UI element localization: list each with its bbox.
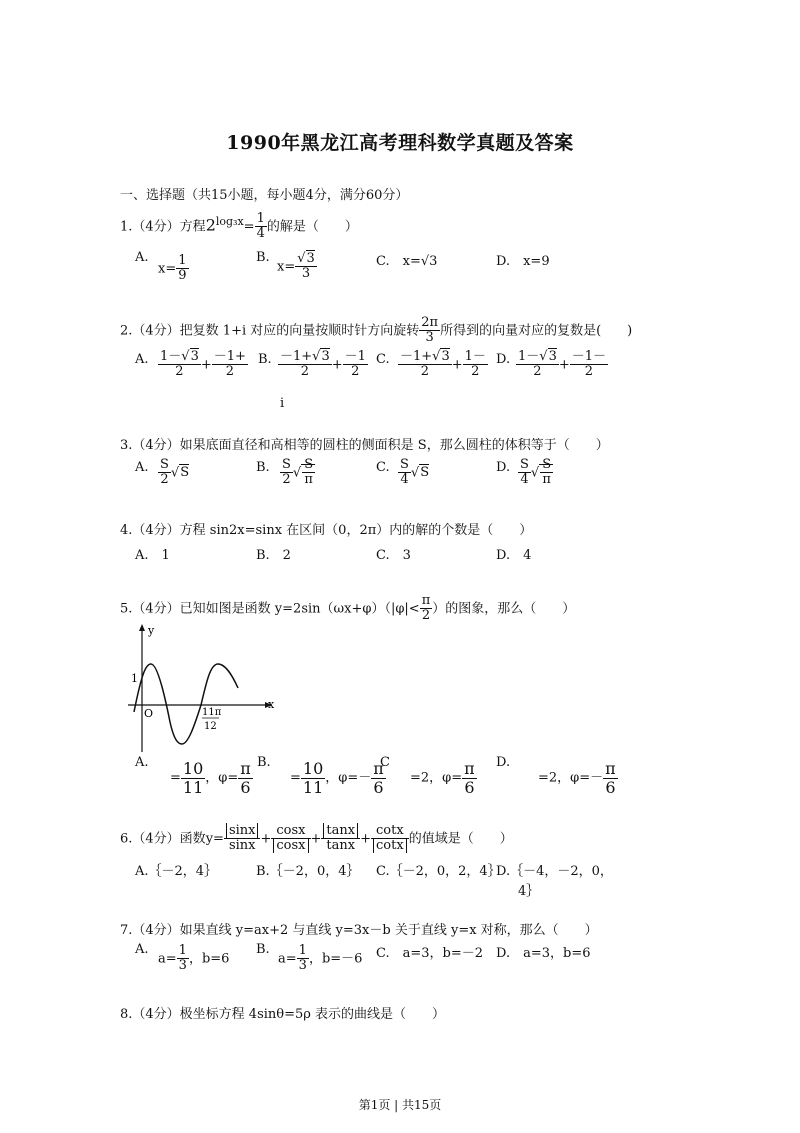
q1-option-b-value: x= $\frac{√3}{3}$: [277, 251, 315, 282]
x-tick-numerator: 11π: [202, 707, 222, 718]
q4-option-b[interactable]: B. 2: [256, 548, 291, 563]
q2-option-b[interactable]: B.: [258, 352, 272, 367]
question-3: 3.（4分）如果底面直径和高相等的圆柱的侧面积是 S，那么圆柱的体积等于（ ）: [120, 438, 609, 453]
q1-option-b[interactable]: B.: [256, 250, 270, 265]
q3-option-a-value: $\frac{S}{2}$ √S: [160, 457, 190, 488]
sine-curve: [134, 664, 238, 744]
q2-option-b-value: $\frac{-1+√3}{2}$ + $\frac{-1}{2}$: [280, 349, 366, 380]
q2-option-c-value: $\frac{-1+√3}{2}$ + $\frac{1-}{2}$: [400, 349, 486, 380]
question-5: 5.（4分）已知如图是函数 y=2sin（ωx+φ）（|φ|< $\frac{\pi}{2}$ ）的图象，那么（ ）: [120, 593, 576, 624]
q3-option-c[interactable]: C.: [376, 460, 390, 475]
q6-option-d-cont: 4｝: [518, 884, 540, 899]
q5-option-b[interactable]: B.: [257, 755, 271, 770]
q5-option-a-value: = $\frac{10}{11}$ ，φ= $\frac{\pi}{6}$: [170, 759, 251, 797]
q1-option-a[interactable]: A.: [135, 250, 149, 265]
q7-option-b-value: a= $\frac{1}{3}$ ，b=－6: [278, 943, 363, 974]
y-axis-arrow: [139, 624, 145, 631]
q1-option-c[interactable]: C. x=√3: [376, 254, 438, 269]
section-heading: 一、选择题（共15小题，每小题4分，满分60分）: [120, 188, 409, 203]
q7-option-b[interactable]: B.: [256, 942, 270, 957]
y-axis-label: y: [148, 624, 155, 637]
q2-option-d-value: $\frac{1-√3}{2}$ + $\frac{-1-}{2}$: [518, 349, 607, 380]
q5-option-b-value: = $\frac{10}{11}$ ，φ=－ $\frac{\pi}{6}$: [290, 759, 384, 797]
q5-option-a[interactable]: A.: [135, 755, 149, 770]
q5-option-c-value: =2，φ= $\frac{\pi}{6}$: [410, 759, 475, 797]
q6-option-d[interactable]: D.｛－4，－2，0，: [496, 864, 613, 879]
q6-option-b[interactable]: B.｛－2，0，4｝: [256, 864, 360, 879]
q4-option-d[interactable]: D. 4: [496, 548, 532, 563]
q1-option-a-value: x= $\frac{1}{9}$: [158, 253, 187, 284]
q5-option-d[interactable]: D.: [496, 755, 511, 770]
q4-option-c[interactable]: C. 3: [376, 548, 411, 563]
q3-option-a[interactable]: A.: [135, 460, 149, 475]
x-tick-denominator: 12: [204, 721, 217, 732]
q3-option-b-value: $\frac{S}{2}$ √ $\frac{S}{\pi}$: [282, 457, 314, 488]
q3-option-c-value: $\frac{S}{4}$ √S: [400, 457, 430, 488]
q2-option-d[interactable]: D.: [496, 352, 511, 367]
page-footer: 第1页 | 共15页: [358, 1098, 442, 1112]
q5-option-c[interactable]: C: [380, 755, 390, 770]
page-title: 1990年黑龙江高考理科数学真题及答案: [226, 132, 574, 154]
question-4: 4.（4分）方程 sin2x=sinx 在区间（0，2π）内的解的个数是（ ）: [120, 523, 533, 538]
q4-option-a[interactable]: A. 1: [135, 548, 170, 563]
q2-option-b-i: i: [280, 396, 285, 411]
q7-option-c[interactable]: C. a=3，b=－2: [376, 946, 484, 961]
q3-option-d-value: $\frac{S}{4}$ √ $\frac{S}{\pi}$: [520, 457, 552, 488]
q7-option-a[interactable]: A.: [135, 942, 149, 957]
sine-graph: [118, 622, 288, 757]
x-axis-label: x: [268, 698, 275, 711]
q2-option-a[interactable]: A.: [135, 352, 149, 367]
question-1: 1.（4分）方程$2^{log_3x}=$ $\frac{1}{4}$ 的解是（ ）: [120, 211, 358, 242]
q7-option-a-value: a= $\frac{1}{3}$ ，b=6: [158, 943, 230, 974]
q5-option-d-value: =2，φ=－ $\frac{\pi}{6}$: [538, 759, 616, 797]
question-6: 6.（4分）函数y= $\frac{\sin x}{\sin x}$ + $\frac{\cos x}{\cos x}$ + $\frac{\tan x}{\tan x}$ + $\frac{\cot x}{\cot x}$ 的值域是（ ）: [120, 823, 513, 854]
q1-option-d[interactable]: D. x=9: [496, 254, 550, 269]
question-7: 7.（4分）如果直线 y=ax+2 与直线 y=3x－b 关于直线 y=x 对称，那么（ ）: [120, 923, 598, 938]
q2-option-c[interactable]: C.: [376, 352, 390, 367]
q3-option-b[interactable]: B.: [256, 460, 270, 475]
question-8: 8.（4分）极坐标方程 4sinθ=5ρ 表示的曲线是（ ）: [120, 1007, 446, 1022]
q7-option-d[interactable]: D. a=3，b=6: [496, 946, 591, 961]
q3-option-d[interactable]: D.: [496, 460, 511, 475]
question-2: 2.（4分）把复数 1+i 对应的向量按顺时针方向旋转 $\frac{2\pi}{3}$ 所得到的向量对应的复数是( ): [120, 315, 633, 346]
q6-option-a[interactable]: A.｛－2，4｝: [135, 864, 218, 879]
y-tick-1: 1: [131, 672, 138, 685]
q2-option-a-value: $\frac{1-√3}{2}$ + $\frac{-1+}{2}$: [160, 349, 246, 380]
origin-label: O: [144, 707, 154, 720]
q6-option-c[interactable]: C.｛－2，0，2，4｝: [376, 864, 501, 879]
